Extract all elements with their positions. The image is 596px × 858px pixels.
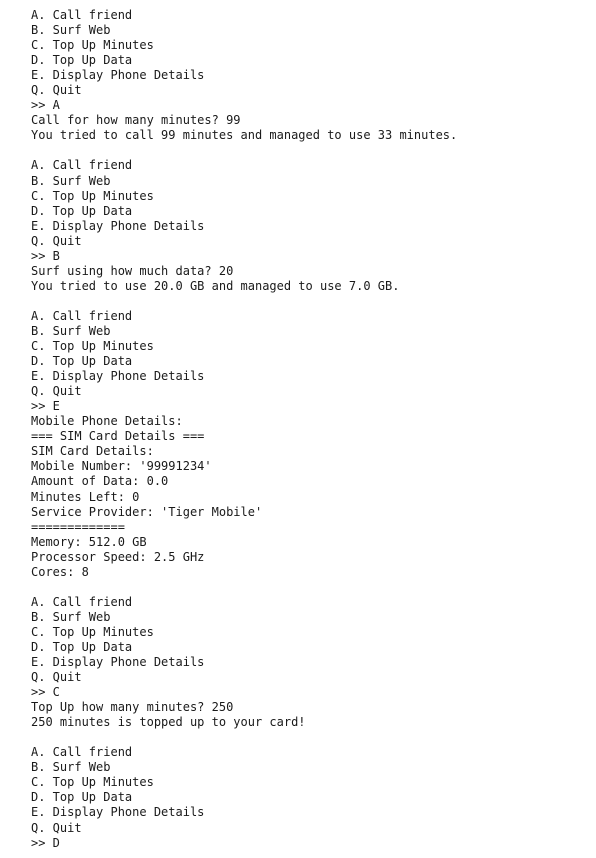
- console-line: Q. Quit: [31, 83, 82, 98]
- console-line: A. Call friend: [31, 8, 133, 22]
- console-line: B. Surf Web: [31, 323, 111, 338]
- console-output: [31, 8, 591, 851]
- console-line: D. Top Up Data: [31, 354, 133, 369]
- console-line: =============: [31, 519, 125, 534]
- prompt-input-line: >> B: [31, 248, 60, 263]
- console-line: B. Surf Web: [31, 23, 111, 38]
- console-line: D. Top Up Data: [31, 639, 133, 654]
- console-line: Q. Quit: [31, 820, 82, 835]
- console-line: E. Display Phone Details: [31, 805, 205, 820]
- console-line: D. Top Up Data: [31, 203, 133, 218]
- console-line: C. Top Up Minutes: [31, 38, 154, 53]
- console-line: Amount of Data: 0.0: [31, 474, 169, 489]
- console-line: You tried to use 20.0 GB and managed to use 7.0 GB.: [31, 278, 400, 293]
- console-line: Processor Speed: 2.5 GHz: [31, 549, 205, 564]
- prompt-input-line: >> C: [31, 685, 60, 700]
- console-line: Q. Quit: [31, 233, 82, 248]
- console-line: D. Top Up Data: [31, 53, 133, 68]
- console-line: A. Call friend: [31, 594, 133, 609]
- console-line: Service Provider: 'Tiger Mobile': [31, 504, 263, 519]
- console-line: Top Up how many minutes? 250: [31, 700, 234, 715]
- blank-line: [31, 730, 591, 745]
- console-line: E. Display Phone Details: [31, 218, 205, 233]
- console-line: SIM Card Details:: [31, 444, 154, 459]
- console-line: Call for how many minutes? 99: [31, 113, 241, 128]
- console-line: B. Surf Web: [31, 173, 111, 188]
- console-line: C. Top Up Minutes: [31, 624, 154, 639]
- prompt-input-line: >> D: [31, 835, 60, 850]
- console-line: Memory: 512.0 GB: [31, 534, 147, 549]
- console-line: A. Call friend: [31, 158, 133, 173]
- console-line: C. Top Up Minutes: [31, 775, 154, 790]
- bottom-fade: [0, 852, 596, 858]
- console-line: 250 minutes is topped up to your card!: [31, 715, 306, 730]
- console-line: B. Surf Web: [31, 609, 111, 624]
- prompt-input-line: >> E: [31, 399, 60, 414]
- console-line: Mobile Phone Details:: [31, 414, 183, 429]
- console-line: Q. Quit: [31, 384, 82, 399]
- console-line: E. Display Phone Details: [31, 68, 205, 83]
- blank-line: [31, 294, 591, 309]
- blank-line: [31, 143, 591, 158]
- console-line: B. Surf Web: [31, 760, 111, 775]
- console-line: A. Call friend: [31, 745, 133, 760]
- console-line: E. Display Phone Details: [31, 655, 205, 670]
- console-line: D. Top Up Data: [31, 790, 133, 805]
- console-line: You tried to call 99 minutes and managed to use 33 minutes.: [31, 128, 458, 143]
- console-line: Q. Quit: [31, 670, 82, 685]
- console-line: Mobile Number: '99991234': [31, 459, 212, 474]
- console-line: A. Call friend: [31, 308, 133, 323]
- console-line: E. Display Phone Details: [31, 369, 205, 384]
- console-line: === SIM Card Details ===: [31, 429, 205, 444]
- console-line: Cores: 8: [31, 564, 89, 579]
- console-line: C. Top Up Minutes: [31, 188, 154, 203]
- console-line: Minutes Left: 0: [31, 489, 140, 504]
- prompt-input-line: >> A: [31, 98, 60, 113]
- blank-line: [31, 580, 591, 595]
- console-line: C. Top Up Minutes: [31, 339, 154, 354]
- console-line: Surf using how much data? 20: [31, 263, 234, 278]
